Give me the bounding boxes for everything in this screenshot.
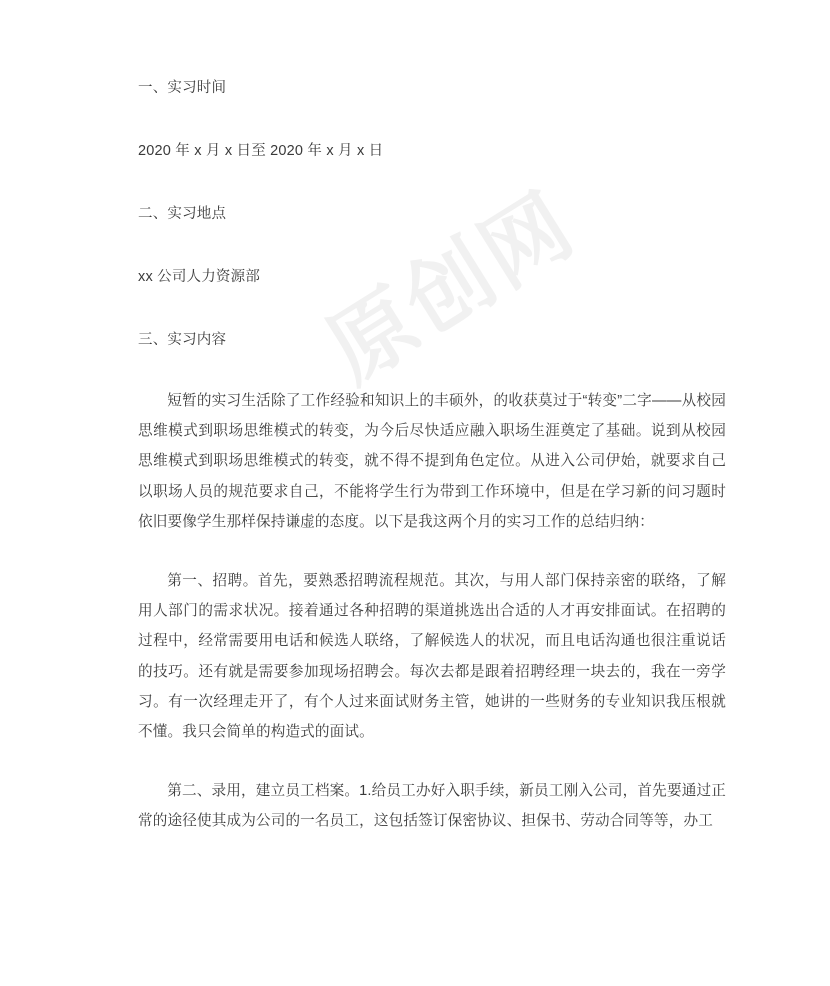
spacer — [138, 161, 726, 204]
spacer — [138, 98, 726, 141]
line-internship-dates: 2020 年 x 月 x 日至 2020 年 x 月 x 日 — [138, 143, 384, 159]
spacer — [138, 350, 726, 386]
spacer — [138, 747, 726, 776]
heading-internship-place: 二、实习地点 — [138, 206, 227, 222]
spacer — [138, 537, 726, 566]
paragraph-overview: 短暂的实习生活除了工作经验和知识上的丰硕外，的收获莫过于“转变”二字——从校园思维模式到职场思维模式的转变，为今后尽快适应融入职场生涯奠定了基础。说到从校园思维模式到职场思维模式的转变，就不得不提到角色定位。从进入公司伊始，就要求自己以职场人员的规范要求自己，不能将学生行为带到工作环境中，但是在学习新的问习题时依旧要像学生那样保持谦虚的态度。以下是我这两个月的实习工作的总结归纳： — [138, 393, 726, 530]
heading-internship-content: 三、实习内容 — [138, 332, 227, 348]
spacer — [138, 287, 726, 330]
paragraph-hiring: 第二、录用，建立员工档案。1.给员工办好入职手续，新员工刚入公司，首先要通过正常的途径使其成为公司的一名员工，这包括签订保密协议、担保书、劳动合同等等，办工 — [138, 783, 726, 830]
heading-internship-time: 一、实习时间 — [138, 80, 227, 96]
spacer — [138, 224, 726, 267]
watermark-text: 原创网 — [310, 173, 593, 402]
document-body — [138, 78, 726, 837]
paragraph-recruitment: 第一、招聘。首先，要熟悉招聘流程规范。其次，与用人部门保持亲密的联络，了解用人部门的需求状况。接着通过各种招聘的渠道挑选出合适的人才再安排面试。在招聘的过程中，经常需要用电话和候选人联络，了解候选人的状况，而且电话沟通也很注重说话的技巧。还有就是需要参加现场招聘会。每次去都是跟着招聘经理一块去的，我在一旁学习。有一次经理走开了，有个人过来面试财务主管，她讲的一些财务的专业知识我压根就不懂。我只会简单的构造式的面试。 — [138, 573, 726, 741]
line-internship-department: xx 公司人力资源部 — [138, 269, 261, 285]
